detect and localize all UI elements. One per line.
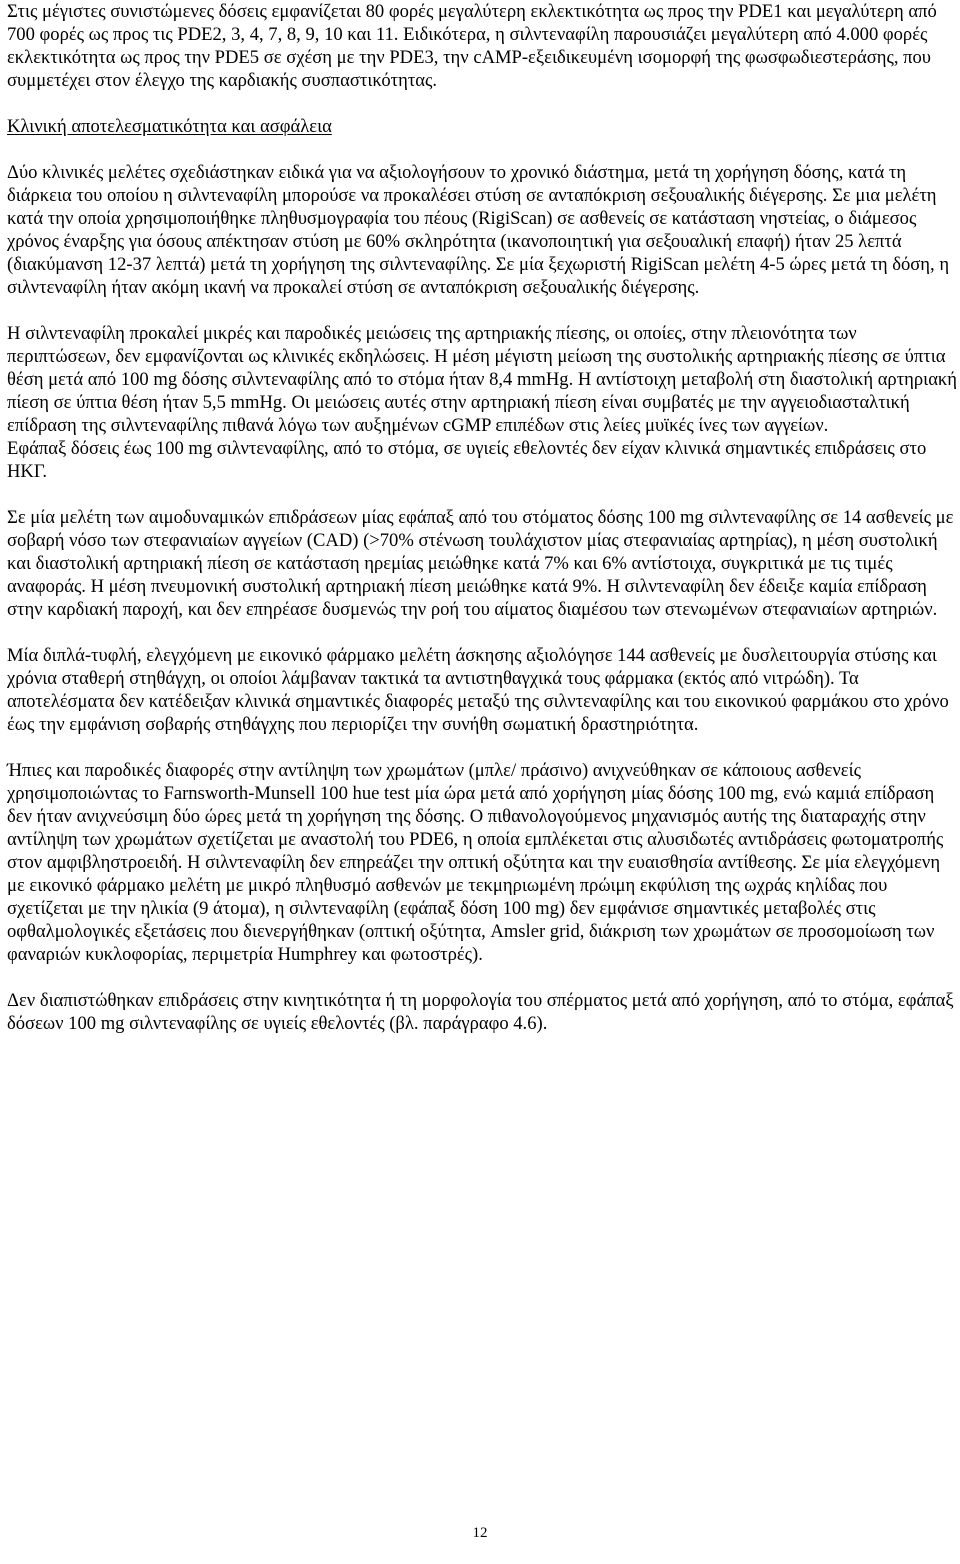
paragraph-selectivity: Στις μέγιστες συνιστώμενες δόσεις εμφανίζεται 80 φορές μεγαλύτερη εκλεκτικότητα ως προς την PDE1 και μεγαλύτερη από 700 φορές ως προς τις PDE2, 3, 4, 7, 8, 9, 10 και 11. Ειδικότερα, η σιλντεναφίλη παρουσιάζει μεγαλύτερη από 4.000 φορές εκλεκτικότητα ως προς την PDE5 σε σχέση με την PDE3, την cAMP-εξειδικευμένη ισομορφή της φωσφωδιεστεράσης, που συμμετέχει στον έλεγχο της καρδιακής συσπαστικότητας. (7, 1, 937, 91)
paragraph-sperm: Δεν διαπιστώθηκαν επιδράσεις στην κινητικότητα ή τη μορφολογία του σπέρματος μετά από χορήγηση, από το στόμα, εφάπαξ δόσεων 100 mg σιλντεναφίλης σε υγιείς εθελοντές (βλ. παράγραφο 4.6). (7, 990, 954, 1034)
paragraph-gap (7, 966, 959, 989)
paragraph-hemodynamics: Σε μία μελέτη των αιμοδυναμικών επιδράσεων μίας εφάπαξ από του στόματος δόσης 100 mg σιλντεναφίλης σε 14 ασθενείς με σοβαρή νόσο των στεφανιαίων αγγείων (CAD) (>70% στένωση τουλάχιστον μίας στεφανιαίας αρτηρίας), η μέση συστολική και διαστολική αρτηριακή πίεση σε κατάσταση ηρεμίας μειώθηκε κατά 7% και 6% αντίστοιχα, συγκριτικά με τις τιμές αναφοράς. Η μέση πνευμονική συστολική αρτηριακή πίεση μειώθηκε κατά 9%. Η σιλντεναφίλη δεν έδειξε καμία επίδραση στην καρδιακή παροχή, και δεν επηρέασε δυσμενώς την ροή του αίματος διαμέσου των στενωμένων στεφανιαίων αρτηριών. (7, 507, 954, 620)
paragraph-gap (7, 92, 959, 115)
document-page (7, 0, 959, 1035)
paragraph-blood-pressure: Η σιλντεναφίλη προκαλεί μικρές και παροδικές μειώσεις της αρτηριακής πίεσης, οι οποίες, στην πλειονότητα των περιπτώσεων, δεν εμφανίζονται ως κλινικές εκδηλώσεις. Η μέση μέγιστη μείωση της συστολικής αρτηριακής πίεσης σε ύπτια θέση μετά από 100 mg δόσης σιλντεναφίλης από το στόμα ήταν 8,4 mmHg. Η αντίστοιχη μεταβολή στη διαστολική αρτηριακή πίεση σε ύπτια θέση ήταν 5,5 mmHg. Οι μειώσεις αυτές στην αρτηριακή πίεση είναι συμβατές με την αγγειοδιασταλτική επίδραση της σιλντεναφίλης πιθανά λόγω των αυξημένων cGMP επιπέδων στις λείες μυϊκές ίνες των αγγείων. (7, 323, 958, 436)
section-heading: Κλινική αποτελεσματικότητα και ασφάλεια (7, 116, 332, 137)
page-number: 12 (472, 1525, 488, 1541)
paragraph-gap (7, 483, 959, 506)
paragraph-gap (7, 621, 959, 644)
paragraph-ecg: Εφάπαξ δόσεις έως 100 mg σιλντεναφίλης, από το στόμα, σε υγιείς εθελοντές δεν είχαν κλινικά σημαντικές επιδράσεις στο ΗΚΓ. (7, 438, 927, 482)
paragraph-clinical-studies: Δύο κλινικές μελέτες σχεδιάστηκαν ειδικά για να αξιολογήσουν το χρονικό διάστημα, μετά τη χορήγηση δόσης, κατά τη διάρκεια του οποίου η σιλντεναφίλη μπορούσε να προκαλέσει στύση σε ανταπόκριση σεξουαλικής διέγερσης. Σε μια μελέτη κατά την οποία χρησιμοποιήθηκε πληθυσμογραφία του πέους (RigiScan) σε ασθενείς σε κατάσταση νηστείας, ο διάμεσος χρόνος έναρξης για όσους απέκτησαν στύση με 60% σκληρότητα (ικανοποιητική για σεξουαλική επαφή) ήταν 25 λεπτά (διακύμανση 12-37 λεπτά) μετά τη χορήγηση της σιλντεναφίλης. Σε μία ξεχωριστή RigiScan μελέτη 4-5 ώρες μετά τη δόση, η σιλντεναφίλη ήταν ακόμη ικανή να προκαλεί στύση σε ανταπόκριση σεξουαλικής διέγερσης. (7, 162, 950, 298)
paragraph-gap (7, 736, 959, 759)
paragraph-gap (7, 138, 959, 161)
paragraph-angina-study: Μία διπλά-τυφλή, ελεγχόμενη με εικονικό φάρμακο μελέτη άσκησης αξιολόγησε 144 ασθενείς με δυσλειτουργία στύσης και χρόνια σταθερή στηθάγχη, οι οποίοι λάμβαναν τακτικά τα αντιστηθαγχικά τους φάρμακα (εκτός από νιτρώδη). Τα αποτελέσματα δεν κατέδειξαν κλινικά σημαντικές διαφορές μεταξύ της σιλντεναφίλης και του εικονικού φαρμάκου στο χρόνο έως την εμφάνιση σοβαρής στηθάγχης που περιορίζει την συνήθη σωματική δραστηριότητα. (7, 645, 949, 735)
paragraph-gap (7, 299, 959, 322)
paragraph-color-vision: Ήπιες και παροδικές διαφορές στην αντίληψη των χρωμάτων (μπλε/ πράσινο) ανιχνεύθηκαν σε κάποιους ασθενείς χρησιμοποιώντας το Farnsworth-Munsell 100 hue test μία ώρα μετά από χορήγηση μίας δόσης 100 mg, ενώ καμιά επίδραση δεν ήταν ανιχνεύσιμη δύο ώρες μετά τη χορήγηση της δόσης. Ο πιθανολογούμενος μηχανισμός αυτής της διαταραχής στην αντίληψη των χρωμάτων σχετίζεται με αναστολή του PDE6, η οποία εμπλέκεται στις αλυσιδωτές αντιδράσεις φωτοματροπής στον αμφιβληστροειδή. Η σιλντεναφίλη δεν επηρεάζει την οπτική οξύτητα και την ευαισθησία αντίθεσης. Σε μία ελεγχόμενη με εικονικό φάρμακο μελέτη με μικρό πληθυσμό ασθενών με τεκμηριωμένη πρώιμη εκφύλιση της ωχράς κηλίδας που σχετίζεται με την ηλικία (9 άτομα), η σιλντεναφίλη (εφάπαξ δόση 100 mg) δεν εμφάνισε σημαντικές μεταβολές στις οφθαλμολογικές εξετάσεις που διενεργήθηκαν (οπτική οξύτητα, Amsler grid, διάκριση των χρωμάτων σε προσομοίωση των φαναριών κυκλοφορίας, περιμετρία Humphrey και φωτοστρές). (7, 760, 944, 965)
